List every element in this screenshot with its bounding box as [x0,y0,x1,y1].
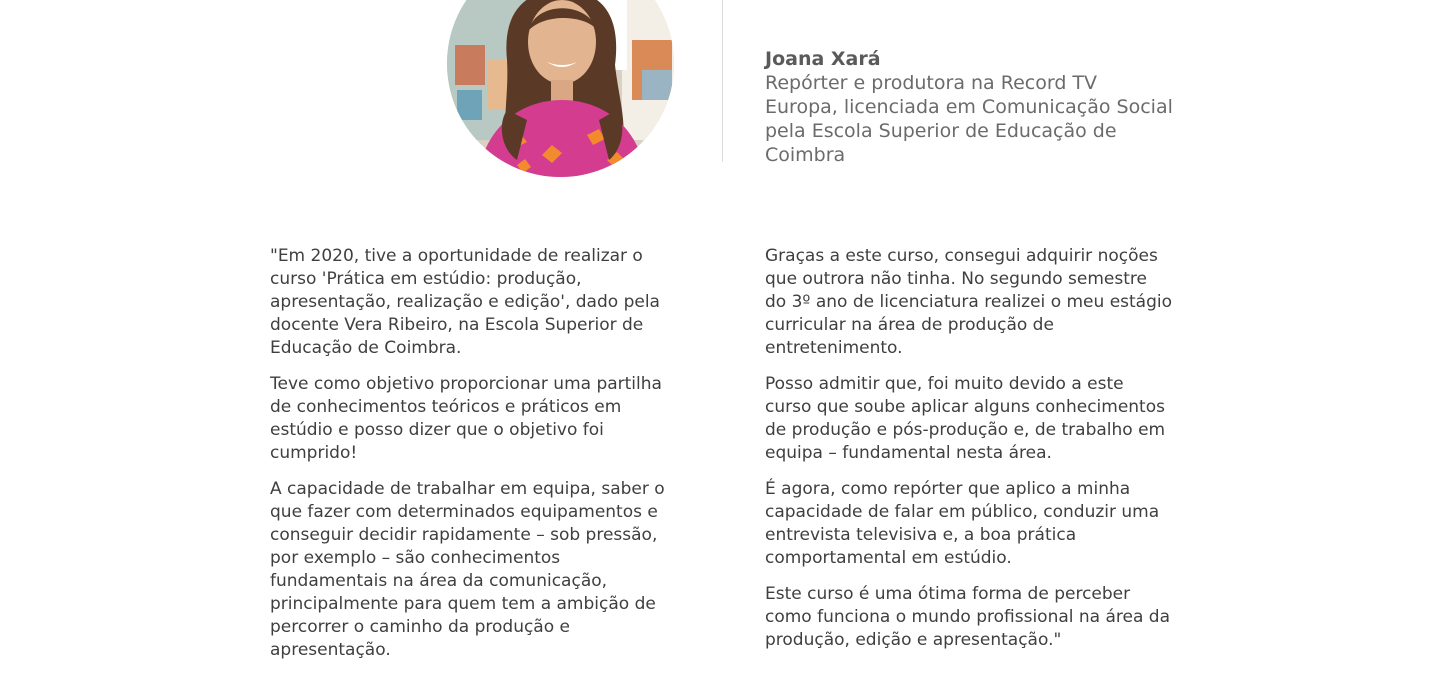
testimonial-right-column [765,245,1173,665]
testimonial-paragraph: "Em 2020, tive a oportunidade de realizar o curso 'Prática em estúdio: produção, apresentação, realização e edição', dado pela docente Vera Ribeiro, na Escola Superior de Educação de Coimbra. [270,246,660,358]
author-info [765,47,1175,167]
author-role: Repórter e produtora na Record TV Europa, licenciada em Comunicação Social pela Escola Superior de Educação de Coimbra [765,72,1173,166]
vertical-divider [722,0,723,162]
testimonial-paragraph: A capacidade de trabalhar em equipa, saber o que fazer com determinados equipamentos e conseguir decidir rapidamente – sob pressão, por exemplo – são conhecimentos fundamentais na área da comunicação, principalmente para quem tem a ambição de percorrer o caminho da produção e apresentação. [270,479,665,660]
testimonial-paragraph: Este curso é uma ótima forma de perceber como funciona o mundo profissional na área da produção, edição e apresentação." [765,584,1171,650]
testimonial-paragraph: Graças a este curso, consegui adquirir noções que outrora não tinha. No segundo semestre do 3º ano de licenciatura realizei o meu estágio curricular na área de produção de entretenimento. [765,246,1173,358]
testimonial-paragraph: Posso admitir que, foi muito devido a este curso que soube aplicar alguns conhecimentos de produção e pós-produção e, de trabalho em equipa – fundamental nesta área. [765,374,1166,463]
testimonial-paragraph: Teve como objetivo proporcionar uma partilha de conhecimentos teóricos e práticos em estúdio e posso dizer que o objetivo foi cumprido! [270,374,662,463]
author-photo-illustration [447,0,674,177]
author-photo [447,0,674,177]
testimonial-paragraph: É agora, como repórter que aplico a minha capacidade de falar em público, conduzir uma entrevista televisiva e, a boa prática comportamental em estúdio. [765,479,1160,568]
author-name: Joana Xará [765,48,881,70]
testimonial-left-column [270,245,682,675]
